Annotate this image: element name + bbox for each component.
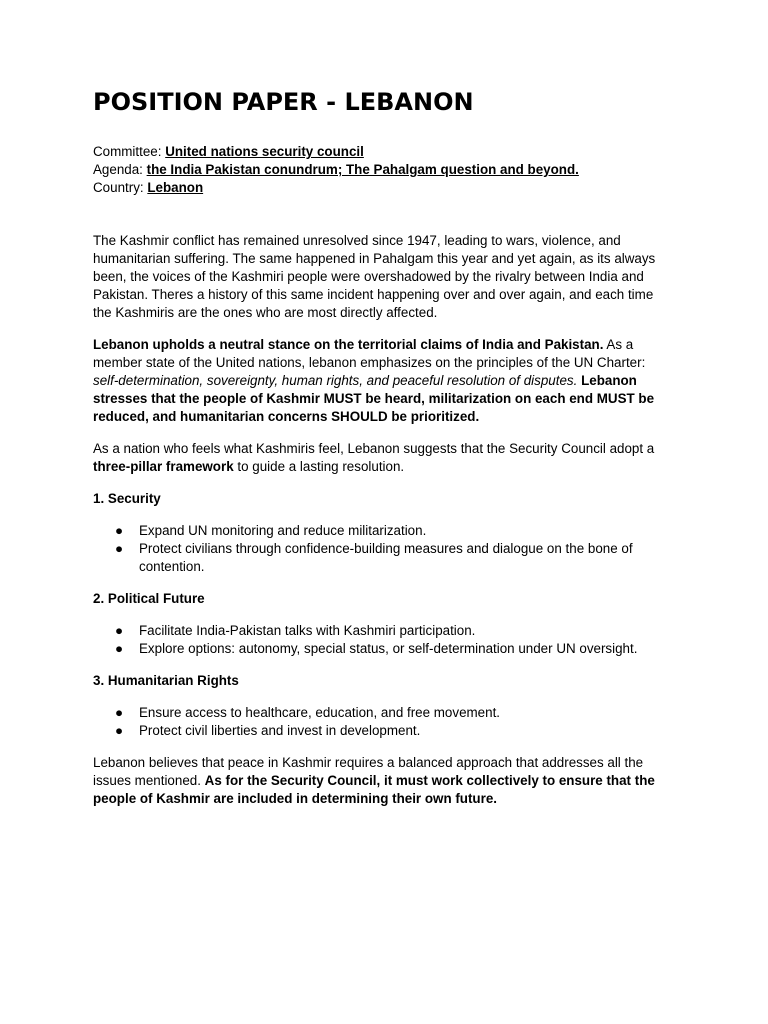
agenda-label: Agenda: [93, 162, 147, 177]
political-future-list [93, 622, 673, 658]
bullet-icon: ● [115, 623, 124, 638]
committee-value: United nations security council [165, 144, 364, 159]
list-item [93, 622, 673, 640]
committee-line [93, 143, 673, 161]
list-item [93, 640, 673, 658]
framework-text-2: to guide a lasting resolution. [233, 459, 405, 474]
intro-paragraph: The Kashmir conflict has remained unresolved since 1947, leading to wars, violence, and humanitarian suffering. The same happened in Pahalgam this year and yet again, as its always been, the voices of the Kashmiri people were overshadowed by the rivalry between India and Pakistan. Theres a history of this same incident happening over and over again, and each time the Kashmiris are the ones who are most directly affected. [93, 233, 656, 320]
meta-block [93, 143, 673, 197]
stance-italic: self-determination, sovereignty, human rights, and peaceful resolution of disputes. [93, 373, 578, 388]
country-line [93, 179, 673, 197]
list-item-text: Ensure access to healthcare, education, and free movement. [139, 705, 501, 720]
agenda-line [93, 161, 673, 179]
section-heading-security: 1. Security [93, 491, 161, 506]
security-list [93, 522, 673, 576]
list-item [93, 540, 673, 576]
stance-bold-2: Lebanon stresses that the people of Kashmir MUST be heard, militarization on each end MUST be reduced, and humanitarian concerns SHOULD be prioritized. [93, 373, 655, 424]
section-heading-humanitarian-rights: 3. Humanitarian Rights [93, 673, 239, 688]
stance-bold-1: Lebanon upholds a neutral stance on the territorial claims of India and Pakistan. [93, 337, 604, 352]
bullet-icon: ● [115, 723, 124, 738]
document-page [93, 86, 673, 822]
list-item-text: Expand UN monitoring and reduce militarization. [139, 523, 427, 538]
country-label: Country: [93, 180, 148, 195]
bullet-icon: ● [115, 523, 124, 538]
conclusion-text: Lebanon believes that peace in Kashmir requires a balanced approach that addresses all the issues mentioned. [93, 755, 644, 788]
humanitarian-rights-list [93, 704, 673, 740]
page-title: POSITION PAPER - LEBANON [93, 88, 474, 116]
list-item-text: Facilitate India-Pakistan talks with Kashmiri participation. [139, 623, 476, 638]
list-item [93, 704, 673, 722]
bullet-icon: ● [115, 641, 124, 656]
conclusion-paragraph [93, 754, 673, 808]
bullet-icon: ● [115, 541, 124, 556]
list-item [93, 722, 673, 740]
stance-text-1: As a member state of the United nations, lebanon emphasizes on the principles of the UN Charter: [93, 337, 646, 370]
section-heading-political-future: 2. Political Future [93, 591, 205, 606]
list-item-text: Explore options: autonomy, special status, or self-determination under UN oversight. [139, 641, 638, 656]
framework-bold: three-pillar framework [93, 459, 234, 474]
country-value: Lebanon [147, 180, 204, 195]
bullet-icon: ● [115, 705, 124, 720]
list-item-text: Protect civilians through confidence-building measures and dialogue on the bone of contention. [139, 541, 633, 574]
list-item-text: Protect civil liberties and invest in development. [139, 723, 421, 738]
list-item [93, 522, 673, 540]
agenda-value: the India Pakistan conundrum; The Pahalgam question and beyond. [146, 162, 579, 177]
stance-paragraph [93, 336, 673, 426]
framework-text-1: As a nation who feels what Kashmiris feel, Lebanon suggests that the Security Council adopt a [93, 441, 655, 456]
committee-label: Committee: [93, 144, 166, 159]
conclusion-bold: As for the Security Council, it must work collectively to ensure that the people of Kashmir are included in determining their own future. [93, 773, 655, 806]
framework-paragraph [93, 440, 673, 476]
